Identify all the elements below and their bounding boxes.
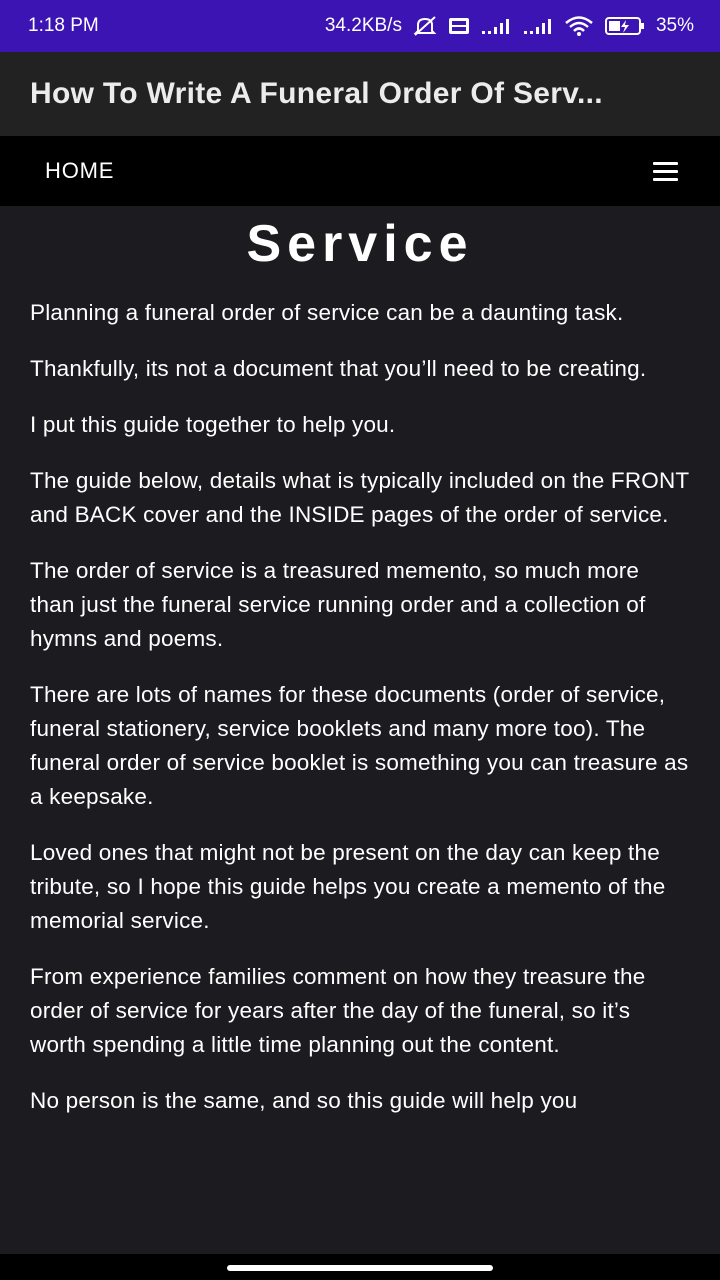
article-paragraph: The order of service is a treasured memento, so much more than just the funeral service running order and a collection of hymns and poems. <box>30 558 646 651</box>
status-bar <box>0 0 720 52</box>
article-paragraph: Thankfully, its not a document that you’ll need to be creating. <box>30 356 647 381</box>
nav-home-link[interactable]: HOME <box>45 158 115 183</box>
article-heading: Service <box>246 215 474 273</box>
signal-icon <box>522 16 554 36</box>
page-title: How To Write A Funeral Order Of Serv... <box>30 77 603 110</box>
volte-icon <box>448 16 470 36</box>
article-content[interactable] <box>0 206 720 1254</box>
article-paragraph: I put this guide together to help you. <box>30 412 396 437</box>
mute-icon <box>412 15 438 37</box>
gesture-nav-bar <box>0 1254 720 1280</box>
status-time: 1:18 PM <box>28 15 99 36</box>
home-gesture-handle[interactable] <box>227 1265 493 1271</box>
wifi-icon <box>564 15 594 37</box>
status-icons <box>325 15 694 37</box>
article-paragraph: The guide below, details what is typically included on the FRONT and BACK cover and the INSIDE pages of the order of service. <box>30 468 689 527</box>
battery-icon <box>604 15 646 37</box>
site-nav-bar <box>0 136 720 206</box>
article-paragraph: Planning a funeral order of service can be a daunting task. <box>30 300 624 325</box>
battery-percent: 35% <box>655 15 694 36</box>
signal-icon <box>480 16 512 36</box>
article-paragraph: Loved ones that might not be present on the day can keep the tribute, so I hope this guide helps you create a memento of the memorial service. <box>30 840 666 933</box>
network-speed: 34.2KB/s <box>324 15 402 36</box>
article-paragraph: No person is the same, and so this guide will help you <box>30 1088 578 1113</box>
article-paragraph: From experience families comment on how they treasure the order of service for years after the day of the funeral, so it’s worth spending a little time planning out the content. <box>30 964 646 1057</box>
hamburger-menu-icon[interactable] <box>653 162 678 181</box>
app-bar <box>0 52 720 136</box>
article-paragraph: There are lots of names for these documents (order of service, funeral stationery, service booklets and many more too). The funeral order of service booklet is something you can treasure as a keepsake. <box>30 682 689 809</box>
